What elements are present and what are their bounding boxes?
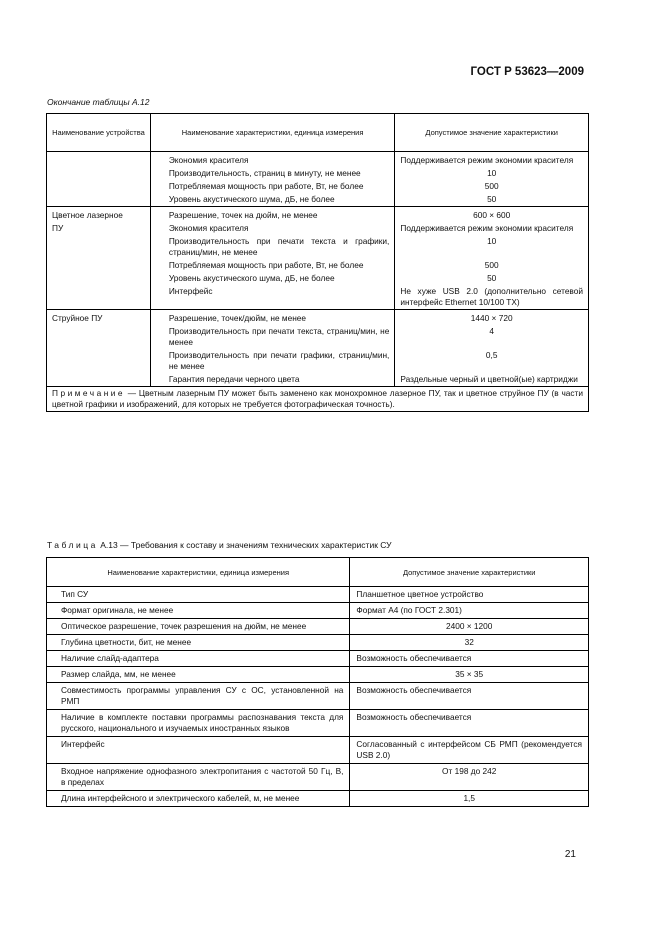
header-value: Допустимое значение характеристики (395, 114, 589, 152)
characteristic-cell: Разрешение, точек/дюйм, не менее (150, 310, 395, 326)
caption-text: А.13 — Требования к составу и значениям технических характеристик СУ (97, 540, 392, 550)
characteristic-cell: Наличие слайд-адаптера (47, 651, 350, 667)
table-row (47, 272, 589, 285)
characteristic-cell: Входное напряжение однофазного электропитания с частотой 50 Гц, В, в пределах (47, 764, 350, 791)
characteristic-cell: Уровень акустического шума, дБ, не более (150, 193, 395, 207)
value-cell: Формат А4 (по ГОСТ 2.301) (350, 603, 589, 619)
table-row (47, 349, 589, 373)
table-row (47, 587, 589, 603)
characteristic-cell: Экономия красителя (150, 222, 395, 235)
table-row (47, 259, 589, 272)
device-cell (47, 180, 151, 193)
value-cell: Не хуже USB 2.0 (дополнительно сетевой интерфейс Ethernet 10/100 TX) (400, 286, 583, 307)
device-cell (47, 285, 151, 310)
characteristic-cell: Экономия красителя (150, 152, 395, 168)
characteristic-cell: Наличие в комплекте поставки программы распознавания текста для русского, национального и изучаемых иностранных языков (47, 710, 350, 737)
value-cell: 1440 × 720 (395, 310, 589, 326)
device-cell (47, 349, 151, 373)
characteristic-cell: Интерфейс (47, 737, 350, 764)
table-row (47, 710, 589, 737)
table-row (47, 222, 589, 235)
value-cell: Возможность обеспечивается (350, 683, 589, 710)
characteristic-cell: Длина интерфейсного и электрического кабелей, м, не менее (47, 791, 350, 807)
table-row (47, 167, 589, 180)
value-cell: Возможность обеспечивается (350, 710, 589, 737)
value-cell: От 198 до 242 (350, 764, 589, 791)
value-cell: 35 × 35 (350, 667, 589, 683)
table-a13 (46, 557, 589, 807)
table-row (47, 285, 589, 310)
device-cell (47, 152, 151, 168)
characteristic-cell: Производительность при печати текста, страниц/мин, не менее (150, 325, 395, 349)
table-row (47, 619, 589, 635)
value-cell: 10 (487, 236, 497, 246)
value-cell: 50 (487, 194, 497, 204)
value-cell: Поддерживается режим экономии красителя (395, 152, 589, 168)
table-row (47, 207, 589, 223)
table-row (47, 180, 589, 193)
characteristic-cell: Производительность, страниц в минуту, не менее (150, 167, 395, 180)
table-a12-body (47, 152, 589, 387)
value-cell: 4 (489, 326, 494, 336)
value-cell: 500 (484, 181, 499, 191)
value-cell: Возможность обеспечивается (350, 651, 589, 667)
page-number: 21 (564, 849, 576, 860)
table-note (47, 387, 589, 412)
value-cell: 600 × 600 (395, 207, 589, 223)
characteristic-cell: Потребляемая мощность при работе, Вт, не более (150, 259, 395, 272)
characteristic-cell: Размер слайда, мм, не менее (47, 667, 350, 683)
device-cell (47, 325, 151, 349)
device-cell: ПУ (47, 222, 151, 235)
table-row (47, 193, 589, 207)
characteristic-cell: Производительность при печати текста и графики, страниц/мин, не менее (150, 235, 395, 259)
device-cell (47, 259, 151, 272)
value-cell: Раздельные черный и цветной(ые) картриджи (400, 374, 578, 384)
value-cell: Согласованный с интерфейсом СБ РМП (рекомендуется USB 2.0) (350, 737, 589, 764)
header-characteristic: Наименование характеристики, единица измерения (47, 558, 350, 587)
value-cell: 500 (484, 260, 499, 270)
characteristic-cell: Интерфейс (150, 285, 395, 310)
note-label: Примечание (52, 388, 126, 398)
characteristic-cell: Оптическое разрешение, точек разрешения на дюйм, не менее (47, 619, 350, 635)
device-cell (47, 235, 151, 259)
value-cell: 50 (487, 273, 497, 283)
table-row (47, 635, 589, 651)
table-row (47, 152, 589, 168)
characteristic-cell: Формат оригинала, не менее (47, 603, 350, 619)
table-row (47, 737, 589, 764)
table-row (47, 791, 589, 807)
device-cell (47, 272, 151, 285)
document-number: ГОСТ Р 53623—2009 (470, 66, 584, 78)
table-a13-caption (47, 540, 392, 550)
device-cell: Струйное ПУ (47, 310, 151, 326)
value-cell: 2400 × 1200 (350, 619, 589, 635)
table-row (47, 310, 589, 326)
value-cell: 0,5 (485, 350, 498, 360)
device-cell (47, 193, 151, 207)
device-cell: Цветное лазерное (47, 207, 151, 223)
header-characteristic: Наименование характеристики, единица измерения (150, 114, 395, 152)
value-cell: 10 (487, 168, 497, 178)
characteristic-cell: Производительность при печати графики, страниц/мин, не менее (150, 349, 395, 373)
table-row (47, 603, 589, 619)
value-cell: Поддерживается режим экономии красителя (400, 223, 574, 233)
header-device: Наименование устройства (47, 114, 151, 152)
header-value: Допустимое значение характеристики (350, 558, 589, 587)
table-row (47, 235, 589, 259)
value-cell: Планшетное цветное устройство (350, 587, 589, 603)
value-cell: 32 (350, 635, 589, 651)
table-row (47, 667, 589, 683)
table-row (47, 683, 589, 710)
characteristic-cell: Разрешение, точек на дюйм, не менее (150, 207, 395, 223)
characteristic-cell: Уровень акустического шума, дБ, не более (150, 272, 395, 285)
table-a12 (46, 113, 589, 412)
table-row (47, 764, 589, 791)
table-a12-caption: Окончание таблицы А.12 (47, 97, 150, 107)
value-cell: 1,5 (350, 791, 589, 807)
caption-label: Таблица (47, 540, 98, 550)
characteristic-cell: Тип СУ (47, 587, 350, 603)
table-row (47, 373, 589, 387)
device-cell (47, 167, 151, 180)
characteristic-cell: Глубина цветности, бит, не менее (47, 635, 350, 651)
note-text: — Цветным лазерным ПУ может быть заменено как монохромное лазерное ПУ, так и цветное струйное ПУ (в части цветной графики и изображений, для которых не требуется фотографическая точность). (52, 388, 583, 409)
device-cell (47, 373, 151, 387)
characteristic-cell: Гарантия передачи черного цвета (150, 373, 395, 387)
characteristic-cell: Потребляемая мощность при работе, Вт, не более (150, 180, 395, 193)
table-row (47, 651, 589, 667)
table-row (47, 325, 589, 349)
table-a13-body (47, 587, 589, 807)
characteristic-cell: Совместимость программы управления СУ с ОС, установленной на РМП (47, 683, 350, 710)
